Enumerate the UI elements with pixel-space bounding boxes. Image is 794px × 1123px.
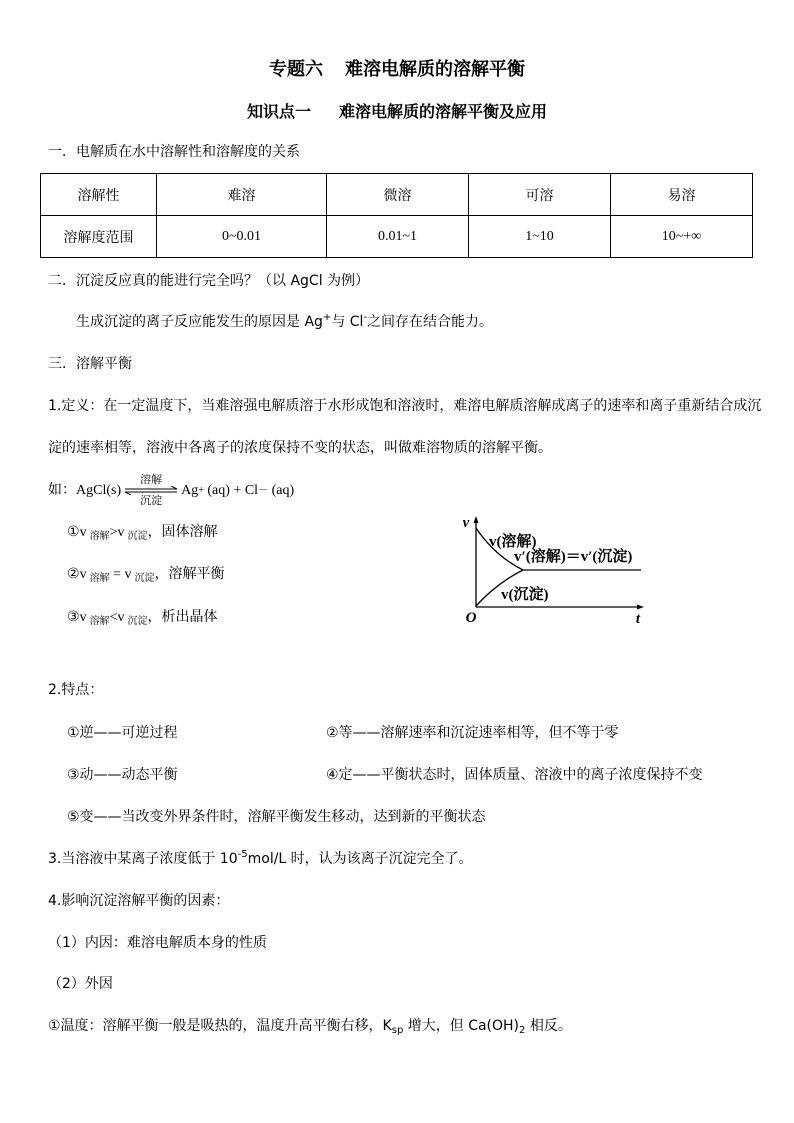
x-axis-arrow	[637, 605, 644, 610]
table-cell: 难溶	[157, 174, 327, 216]
rate-subscript: 溶解	[89, 531, 110, 542]
rate-subscript: 溶解	[89, 573, 110, 584]
dissolve-rate-label: v(溶解)	[489, 534, 537, 550]
page-title	[0, 59, 794, 81]
condition-marker: ①	[67, 524, 80, 540]
table-row	[41, 216, 753, 258]
exponent: -5	[237, 849, 248, 860]
factor-text: 增大，但 Ca(OH)	[403, 1018, 520, 1034]
feature-item: ②等——溶解速率和沉淀速率相等，但不等于零	[326, 725, 619, 741]
reason-text: 与 Cl	[331, 314, 364, 330]
ion-charge: +	[322, 312, 332, 323]
reason-text: 生成沉淀的离子反应能发生的原因是 Ag	[76, 314, 323, 330]
condition-2	[67, 566, 224, 583]
equation-text: (aq) + Cl	[203, 482, 259, 498]
equation-text: (aq)	[268, 482, 295, 498]
table-cell: 溶解性	[41, 174, 157, 216]
rate-symbol: v	[79, 610, 87, 625]
table-cell: 10~+∞	[611, 216, 753, 258]
criterion-text: 3.当溶液中某离子浓度低于 10	[48, 851, 238, 867]
rate-subscript: 沉淀	[134, 573, 155, 584]
solubility-table	[40, 173, 753, 258]
y-axis-label: v	[462, 515, 470, 531]
criterion-text: mol/L 时，认为该离子沉淀完全了。	[247, 851, 473, 867]
section3-heading: 三．溶解平衡	[48, 356, 132, 372]
table-cell: 0~0.01	[157, 216, 327, 258]
y-axis-arrow	[474, 516, 479, 523]
equation-ion: Ag	[181, 482, 199, 498]
condition-marker: ③	[67, 609, 80, 625]
arrow-top-label: 溶解	[140, 473, 163, 486]
rate-symbol: v	[124, 567, 132, 582]
definition-line-2: 淀的速率相等，溶液中各离子的浓度保持不变的状态，叫做难溶物质的溶解平衡。	[48, 440, 552, 456]
internal-factor: （1）内因：难溶电解质本身的性质	[48, 935, 267, 951]
ion-charge: -	[363, 312, 368, 323]
dissolution-equation: 如：AgCl(s) 溶解 沉淀 Ag + (aq) + Cl － (aq)	[48, 473, 295, 507]
comparison-operator: <	[109, 610, 118, 625]
title-main: 难溶电解质的溶解平衡	[345, 59, 525, 80]
condition-3	[67, 609, 217, 626]
reversible-arrow	[123, 474, 179, 507]
page-subtitle	[0, 102, 794, 122]
condition-1	[67, 524, 217, 541]
feature-item: ⑤变——当改变外界条件时，溶解平衡发生移动，达到新的平衡状态	[67, 809, 486, 825]
feature-item: ③动——动态平衡	[67, 767, 178, 783]
table-cell: 微溶	[327, 174, 469, 216]
external-factor: （2）外因	[48, 976, 113, 992]
rate-symbol: v	[79, 525, 87, 540]
feature-item: ①逆——可逆过程	[67, 725, 178, 741]
table-cell: 溶解度范围	[41, 216, 157, 258]
rate-symbol: v	[79, 567, 87, 582]
reason-text: 之间存在结合能力。	[367, 314, 494, 330]
rate-symbol: v	[117, 610, 125, 625]
factor-text: 相反。	[525, 1018, 572, 1034]
arrow-bottom-label: 沉淀	[140, 494, 163, 507]
comparison-operator: >	[109, 525, 118, 540]
title-prefix: 专题六	[269, 59, 323, 80]
subtitle-label: 知识点一	[246, 102, 311, 121]
dissolution-rate-graph	[455, 508, 670, 628]
precipitation-reason	[76, 314, 493, 330]
table-cell: 0.01~1	[327, 216, 469, 258]
equation-reactant: 如：AgCl(s)	[48, 482, 122, 498]
table-cell: 可溶	[469, 174, 611, 216]
precipitate-rate-label: v(沉淀)	[501, 587, 549, 603]
section2-heading: 二．沉淀反应真的能进行完全吗？（以 AgCl 为例）	[48, 273, 370, 289]
comparison-operator: =	[109, 567, 125, 582]
formula-subscript: 2	[519, 1025, 526, 1036]
equilibrium-rate-label: v′(溶解)＝v′(沉淀)	[514, 549, 633, 565]
factor-text: ①温度：溶解平衡一般是吸热的，温度升高平衡右移，K	[48, 1018, 392, 1034]
condition-result: ，析出晶体	[147, 609, 218, 625]
temperature-factor	[48, 1018, 572, 1034]
table-cell: 易溶	[611, 174, 753, 216]
factors-heading: 4.影响沉淀溶解平衡的因素：	[48, 893, 230, 909]
rate-subscript: 沉淀	[127, 531, 148, 542]
x-axis-label: t	[635, 611, 641, 627]
definition-line-1: 1.定义：在一定温度下，当难溶强电解质溶于水形成饱和溶液时，难溶电解质溶解成离子的速率和离子重新结合成沉	[48, 398, 762, 414]
table-header-row	[41, 174, 753, 216]
section1-heading: 一．电解质在水中溶解性和溶解度的关系	[48, 144, 300, 160]
condition-marker: ②	[67, 566, 80, 582]
table-cell: 1~10	[469, 216, 611, 258]
condition-result: ，溶解平衡	[154, 566, 225, 582]
rate-symbol: v	[117, 525, 125, 540]
features-heading: 2.特点：	[48, 682, 104, 698]
condition-result: ，固体溶解	[147, 524, 218, 540]
origin-label: O	[465, 610, 477, 626]
ksp-subscript: sp	[391, 1025, 404, 1036]
rate-subscript: 溶解	[89, 616, 110, 627]
rate-subscript: 沉淀	[127, 616, 148, 627]
completion-criterion	[48, 851, 473, 867]
subtitle-main: 难溶电解质的溶解平衡及应用	[339, 102, 548, 121]
feature-item: ④定——平衡状态时，固体质量、溶液中的离子浓度保持不变	[326, 767, 703, 783]
